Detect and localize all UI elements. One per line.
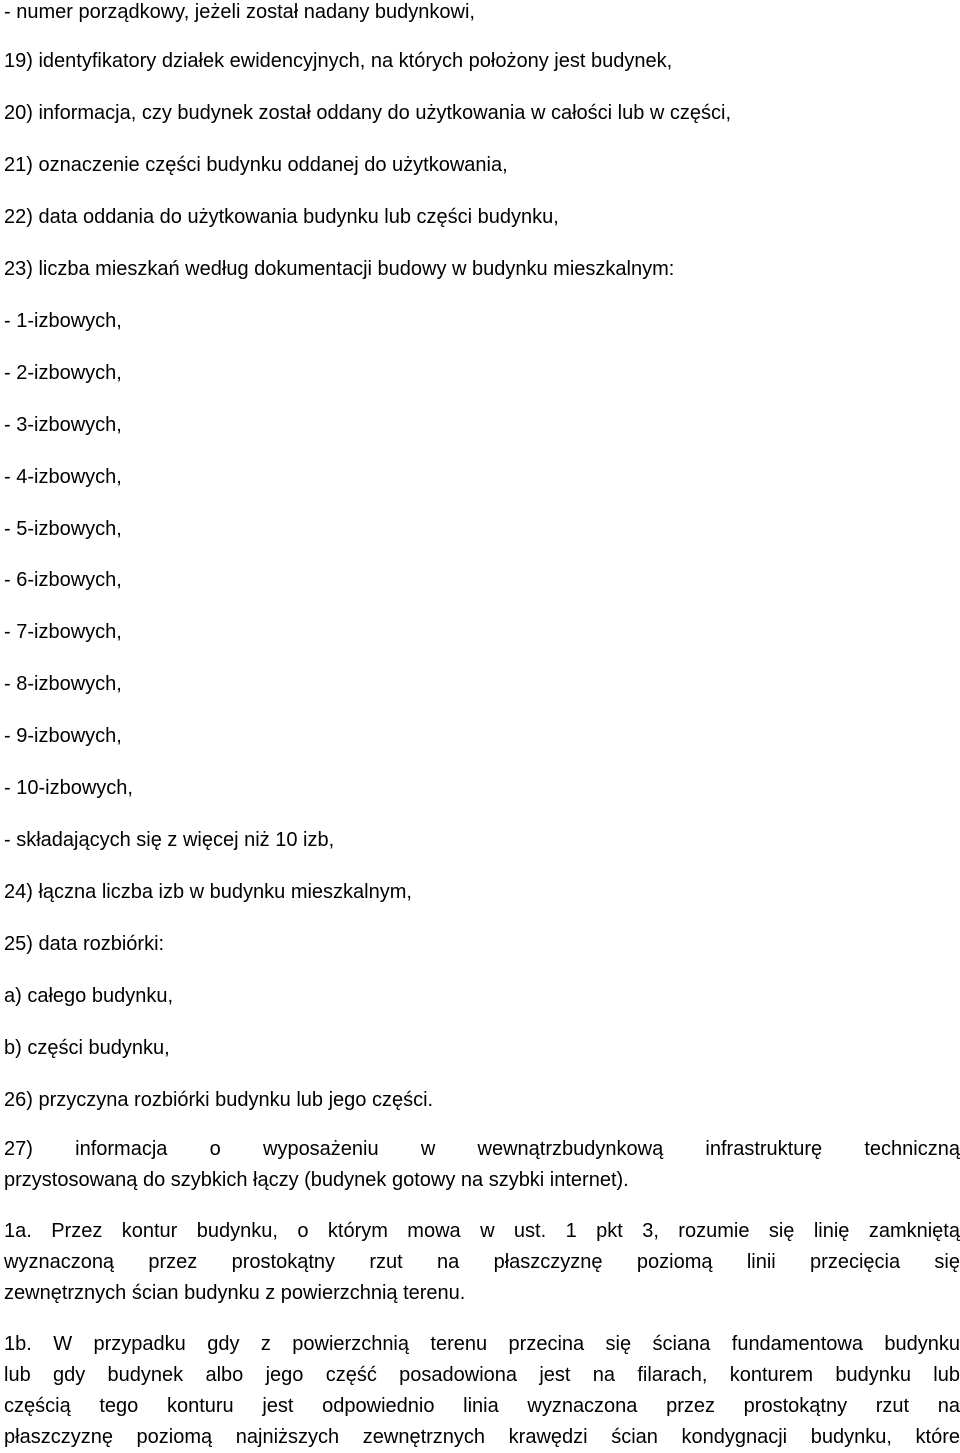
paragraph-line: 1b. W przypadku gdy z powierzchnią terenu przecina się ściana fundamentowa budynku xyxy=(4,1333,960,1355)
sub-item-4-izbowych: - 4-izbowych, xyxy=(4,466,122,488)
sub-item-3-izbowych: - 3-izbowych, xyxy=(4,414,122,436)
sub-item-a: a) całego budynku, xyxy=(4,985,174,1007)
paragraph-line: wyznaczoną przez prostokątny rzut na płaszczyznę poziomą linii przecięcia się xyxy=(4,1251,960,1273)
sub-item-6-izbowych: - 6-izbowych, xyxy=(4,569,122,591)
sub-item-9-izbowych: - 9-izbowych, xyxy=(4,725,122,747)
sub-item-more-than-10: - składających się z więcej niż 10 izb, xyxy=(4,829,335,851)
text-line: - numer porządkowy, jeżeli został nadany budynkowi, xyxy=(4,1,475,23)
sub-item-1-izbowych: - 1-izbowych, xyxy=(4,310,122,332)
list-item-19: 19) identyfikatory działek ewidencyjnych, na których położony jest budynek, xyxy=(4,50,673,72)
paragraph-line: 1a. Przez kontur budynku, o którym mowa w ust. 1 pkt 3, rozumie się linię zamkniętą xyxy=(4,1220,960,1242)
paragraph-line: częścią tego konturu jest odpowiednio linia wyznaczona przez prostokątny rzut na xyxy=(4,1395,960,1417)
sub-item-b: b) części budynku, xyxy=(4,1037,170,1059)
paragraph-line: płaszczyznę poziomą najniższych zewnętrznych krawędzi ścian kondygnacji budynku, które xyxy=(4,1426,960,1448)
paragraph-line: lub gdy budynek albo jego część posadowiona jest na filarach, konturem budynku lub xyxy=(4,1364,960,1386)
sub-item-8-izbowych: - 8-izbowych, xyxy=(4,673,122,695)
list-item-20: 20) informacja, czy budynek został oddany do użytkowania w całości lub w części, xyxy=(4,102,732,124)
sub-item-7-izbowych: - 7-izbowych, xyxy=(4,621,122,643)
list-item-21: 21) oznaczenie części budynku oddanej do użytkowania, xyxy=(4,154,508,176)
sub-item-10-izbowych: - 10-izbowych, xyxy=(4,777,133,799)
list-item-23: 23) liczba mieszkań według dokumentacji budowy w budynku mieszkalnym: xyxy=(4,258,675,280)
list-item-22: 22) data oddania do użytkowania budynku lub części budynku, xyxy=(4,206,559,228)
paragraph-line: 27) informacja o wyposażeniu w wewnątrzbudynkową infrastrukturę techniczną xyxy=(4,1138,960,1160)
paragraph-line: przystosowaną do szybkich łączy (budynek gotowy na szybki internet). xyxy=(4,1169,629,1191)
sub-item-2-izbowych: - 2-izbowych, xyxy=(4,362,122,384)
paragraph-1a xyxy=(4,1216,960,1309)
sub-item-5-izbowych: - 5-izbowych, xyxy=(4,518,122,540)
list-item-26: 26) przyczyna rozbiórki budynku lub jego części. xyxy=(4,1089,434,1111)
paragraph-line: zewnętrznych ścian budynku z powierzchnią terenu. xyxy=(4,1282,466,1304)
paragraph-1b xyxy=(4,1329,960,1453)
list-item-25: 25) data rozbiórki: xyxy=(4,933,165,955)
paragraph-27 xyxy=(4,1134,960,1196)
list-item-24: 24) łączna liczba izb w budynku mieszkalnym, xyxy=(4,881,412,903)
